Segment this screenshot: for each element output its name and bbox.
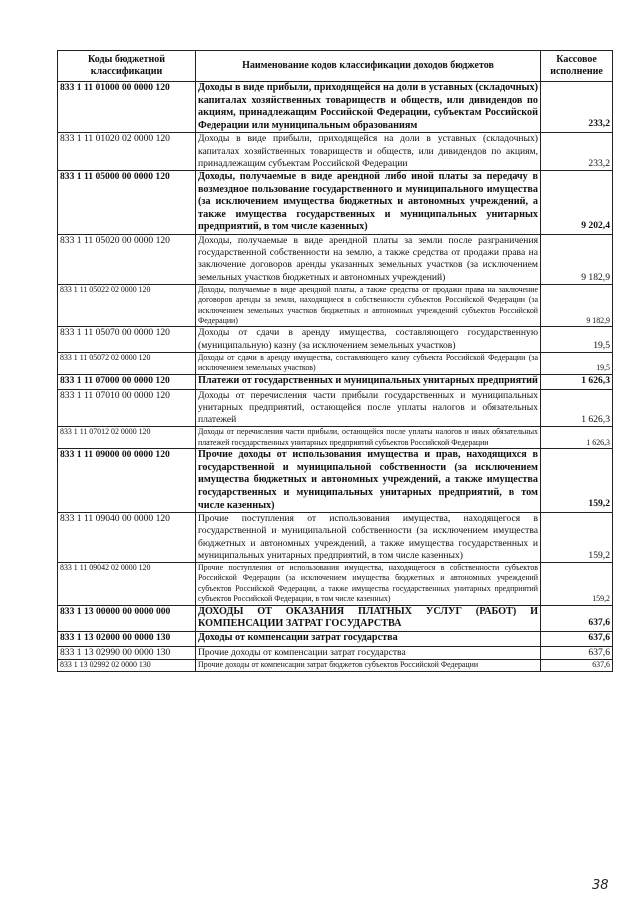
row-amount: 1 626,3 <box>541 389 613 427</box>
table-row <box>58 284 613 327</box>
row-amount: 159,2 <box>541 563 613 606</box>
row-code: 833 1 11 07010 00 0000 120 <box>58 389 196 427</box>
row-name: Прочие поступления от использования имущества, находящегося в государственной и муниципальной собственности (за исключением имущества бюджетных и автономных учреждений, а также имущества государственных и муниципальных унитарных предприятий, в том числе казенных) <box>196 513 541 563</box>
row-name: Доходы от сдачи в аренду имущества, составляющего казну субъекта Российской Федерации (за исключением земельных участков) <box>196 352 541 374</box>
table-row <box>58 234 613 284</box>
header-amount: Кассовое исполнение <box>541 51 613 82</box>
row-name: Доходы, получаемые в виде арендной платы, а также средства от продажи права на заключение договоров аренды за земли, находящиеся в собственности субъектов Российской Федерации (за исключением земельных участков бюджетных и автономных учреждений субъектов Российской Федерации) <box>196 284 541 327</box>
row-name: Платежи от государственных и муниципальных унитарных предприятий <box>196 374 541 389</box>
row-name: Доходы от перечисления части прибыли государственных и муниципальных унитарных предприятий, остающейся после уплаты налогов и обязательных платежей <box>196 389 541 427</box>
row-name: Доходы в виде прибыли, приходящейся на доли в уставных (складочных) капиталах хозяйственных товариществ и обществ, или дивидендов по акциям, принадлежащим субъектам Российской Федерации <box>196 133 541 171</box>
row-amount: 637,6 <box>541 647 613 660</box>
table-row <box>58 631 613 646</box>
row-code: 833 1 11 05020 00 0000 120 <box>58 234 196 284</box>
revenue-table <box>57 50 613 672</box>
table-row <box>58 449 613 513</box>
table-row <box>58 427 613 449</box>
row-name: Прочие поступления от использования имущества, находящегося в собственности субъектов Российской Федерации (за исключением имущества бюджетных и автономных учреждений субъектов Российской Федерации, а также имущества государственных унитарных предприятий субъектов Российской Федерации, в том числе казенных) <box>196 563 541 606</box>
table-row <box>58 327 613 352</box>
row-code: 833 1 13 02992 02 0000 130 <box>58 660 196 671</box>
row-amount: 9 202,4 <box>541 170 613 234</box>
row-code: 833 1 13 02990 00 0000 130 <box>58 647 196 660</box>
row-amount: 1 626,3 <box>541 374 613 389</box>
table-row <box>58 170 613 234</box>
table-header-row <box>58 51 613 82</box>
page-number: 38 <box>592 878 609 893</box>
table-row <box>58 660 613 671</box>
row-code: 833 1 11 05000 00 0000 120 <box>58 170 196 234</box>
header-name: Наименование кодов классификации доходов бюджетов <box>196 51 541 82</box>
row-amount: 159,2 <box>541 449 613 513</box>
row-amount: 19,5 <box>541 327 613 352</box>
row-name: ДОХОДЫ ОТ ОКАЗАНИЯ ПЛАТНЫХ УСЛУГ (РАБОТ) И КОМПЕНСАЦИИ ЗАТРАТ ГОСУДАРСТВА <box>196 605 541 631</box>
row-code: 833 1 11 05022 02 0000 120 <box>58 284 196 327</box>
row-name: Доходы от перечисления части прибыли, остающейся после уплаты налогов и иных обязательных платежей государственных унитарных предприятий субъектов Российской Федерации <box>196 427 541 449</box>
row-amount: 637,6 <box>541 605 613 631</box>
row-name: Доходы, получаемые в виде арендной либо иной платы за передачу в возмездное пользование государственного и муниципального имущества (за исключением имущества бюджетных и автономных учреждений, а также имущества государственных и муниципальных унитарных предприятий, в том числе казенных) <box>196 170 541 234</box>
table-row <box>58 133 613 171</box>
table-row <box>58 389 613 427</box>
row-name: Прочие доходы от компенсации затрат государства <box>196 647 541 660</box>
row-name: Доходы от сдачи в аренду имущества, составляющего государственную (муниципальную) казну (за исключением земельных участков) <box>196 327 541 352</box>
row-amount: 9 182,9 <box>541 284 613 327</box>
row-name: Доходы, получаемые в виде арендной платы за земли после разграничения государственной собственности на землю, а также средства от продажи права на заключение договоров аренды указанных земельных участков (за исключением земельных участков бюджетных и автономных учреждений) <box>196 234 541 284</box>
row-amount: 233,2 <box>541 82 613 133</box>
table-row <box>58 647 613 660</box>
table-row <box>58 374 613 389</box>
row-name: Прочие доходы от компенсации затрат бюджетов субъектов Российской Федерации <box>196 660 541 671</box>
row-amount: 233,2 <box>541 133 613 171</box>
row-amount: 159,2 <box>541 513 613 563</box>
header-code: Коды бюджетной классификации <box>58 51 196 82</box>
row-code: 833 1 11 07012 02 0000 120 <box>58 427 196 449</box>
row-code: 833 1 13 00000 00 0000 000 <box>58 605 196 631</box>
row-amount: 1 626,3 <box>541 427 613 449</box>
row-code: 833 1 11 01000 00 0000 120 <box>58 82 196 133</box>
row-amount: 19,5 <box>541 352 613 374</box>
table-row <box>58 605 613 631</box>
row-name: Доходы от компенсации затрат государства <box>196 631 541 646</box>
row-code: 833 1 11 09000 00 0000 120 <box>58 449 196 513</box>
table-row <box>58 563 613 606</box>
row-name: Доходы в виде прибыли, приходящейся на доли в уставных (складочных) капиталах хозяйственных товариществ и обществ, или дивидендов по акциям, принадлежащим Российской Федерации, субъектам Российской Федерации или муниципальным образованиям <box>196 82 541 133</box>
row-code: 833 1 11 09042 02 0000 120 <box>58 563 196 606</box>
row-code: 833 1 11 05070 00 0000 120 <box>58 327 196 352</box>
row-code: 833 1 11 09040 00 0000 120 <box>58 513 196 563</box>
row-amount: 637,6 <box>541 631 613 646</box>
row-amount: 637,6 <box>541 660 613 671</box>
table-row <box>58 352 613 374</box>
row-code: 833 1 11 01020 02 0000 120 <box>58 133 196 171</box>
table-row <box>58 513 613 563</box>
row-code: 833 1 11 05072 02 0000 120 <box>58 352 196 374</box>
row-code: 833 1 11 07000 00 0000 120 <box>58 374 196 389</box>
row-code: 833 1 13 02000 00 0000 130 <box>58 631 196 646</box>
table-row <box>58 82 613 133</box>
row-amount: 9 182,9 <box>541 234 613 284</box>
row-name: Прочие доходы от использования имущества и прав, находящихся в государственной и муниципальной собственности (за исключением имущества бюджетных и автономных учреждений, а также имущества государственных и муниципальных унитарных предприятий, в том числе казенных) <box>196 449 541 513</box>
